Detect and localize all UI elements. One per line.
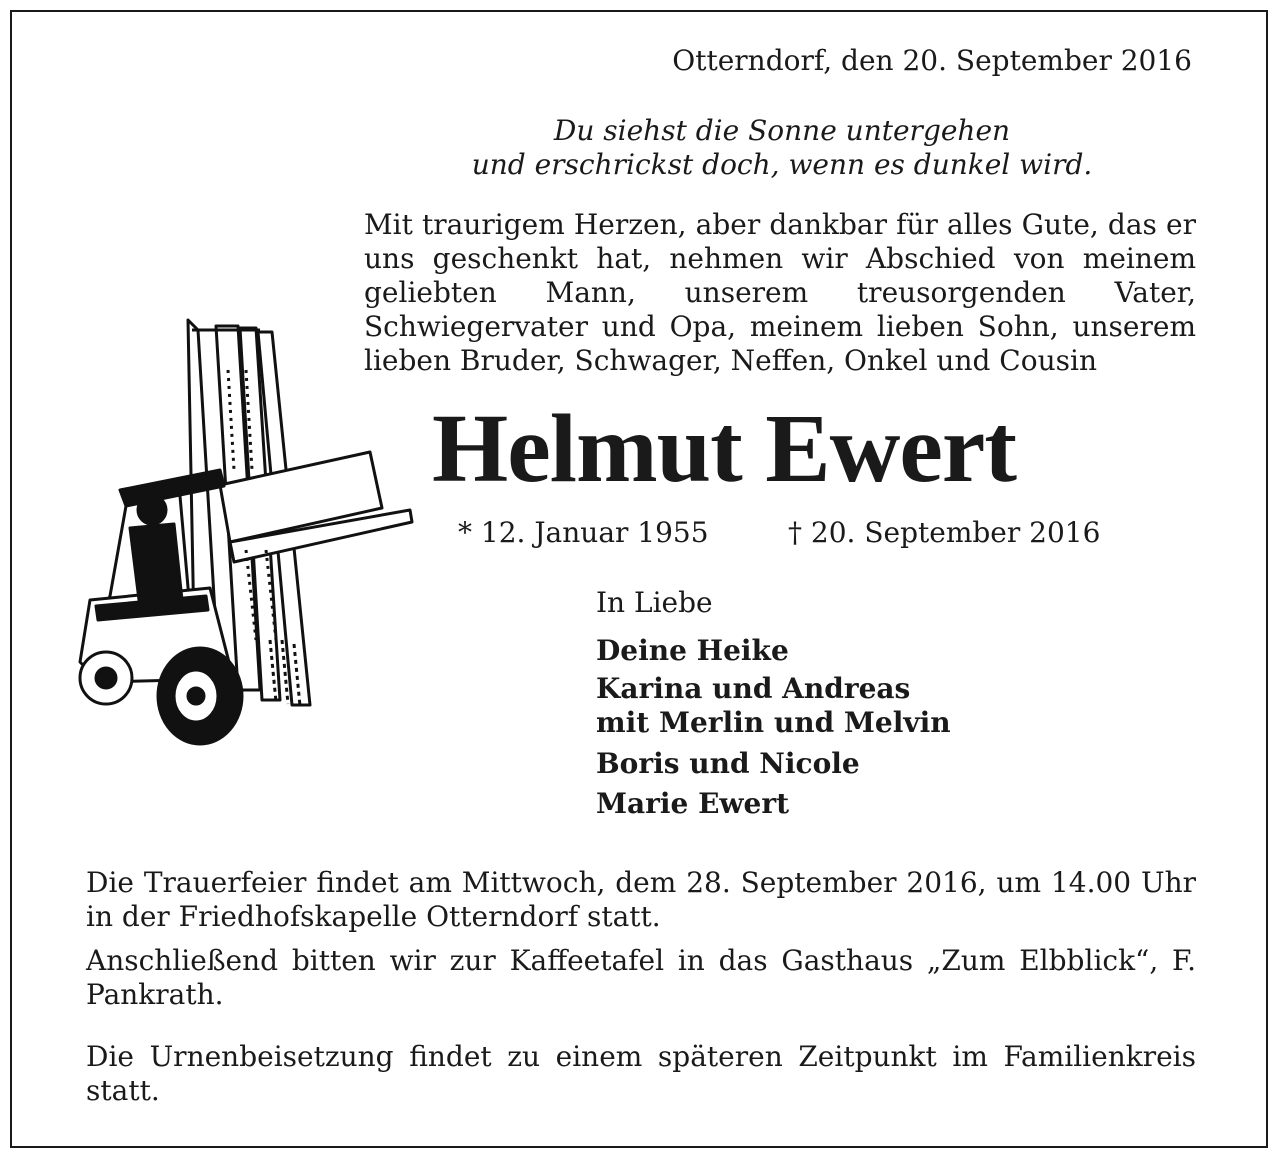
quote-line: und erschrickst doch, wenn es dunkel wird.: [471, 148, 1093, 181]
mourner-name: mit Merlin und Melvin: [596, 706, 951, 739]
burial-info: Die Urnenbeisetzung findet zu einem späteren Zeitpunkt im Familienkreis statt.: [86, 1040, 1196, 1107]
deceased-name: Helmut Ewert: [432, 395, 1016, 503]
funeral-service-info: Die Trauerfeier findet am Mittwoch, dem 28. September 2016, um 14.00 Uhr in der Friedhofskapelle Otterndorf statt.: [86, 866, 1196, 933]
mourner-name: Boris und Nicole: [596, 747, 860, 780]
quote: [362, 114, 1202, 182]
death-date: † 20. September 2016: [788, 516, 1101, 549]
birth-date: * 12. Januar 1955: [458, 516, 709, 549]
reception-info: Anschließend bitten wir zur Kaffeetafel in das Gasthaus „Zum Elbblick“, F. Pankrath.: [86, 944, 1196, 1011]
quote-line: Du siehst die Sonne untergehen: [553, 114, 1011, 147]
intro-text: Mit traurigem Herzen, aber dankbar für alles Gute, das er uns geschenkt hat, nehmen wir Abschied von meinem geliebten Mann, unserem treusorgenden Vater, Schwiegervater und Opa, meinem lieben Sohn, unserem lieben Bruder, Schwager, Neffen, Onkel und Cousin: [364, 208, 1196, 377]
mourner-name: Karina und Andreas: [596, 672, 911, 705]
forklift-icon: [70, 310, 420, 760]
place-date: Otterndorf, den 20. September 2016: [672, 44, 1192, 77]
mourner-name: Marie Ewert: [596, 787, 790, 820]
mourners-intro: In Liebe: [596, 586, 713, 619]
obituary-notice: [10, 10, 1268, 1148]
mourner-name: Deine Heike: [596, 634, 789, 667]
